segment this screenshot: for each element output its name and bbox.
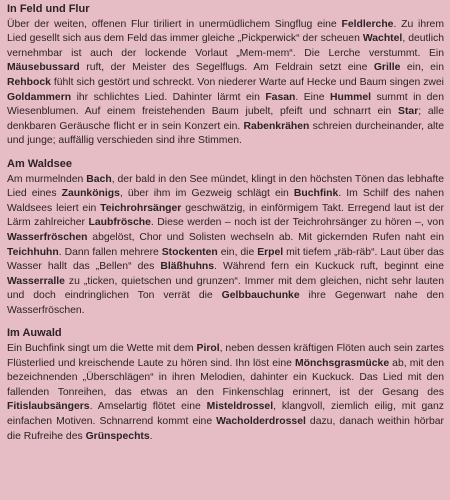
species-name: Wasserfröschen (7, 231, 88, 243)
section-heading: Am Waldsee (7, 157, 73, 170)
species-name: Feldlerche (341, 18, 394, 30)
species-name: Wasserralle (7, 275, 65, 287)
text-run: Am murmelnden (7, 173, 87, 185)
text-run: ; alle denkbaren Geräusche flicht er in sein Konzert ein. (7, 106, 445, 132)
species-name: Pirol (196, 343, 220, 355)
species-name: Bläßhuhns (160, 261, 215, 273)
section-im-auwald (7, 326, 444, 444)
text-run: . Diese werden – noch ist der Teichrohrsänger zu hören –, von (150, 217, 444, 229)
text-run: geschwätzig, in einförmigem Takt. Erregend laut ist der Lärm zahlreicher (7, 202, 444, 229)
species-name: Star (398, 106, 419, 118)
section-paragraph (7, 173, 444, 319)
species-name: Teichhuhn (7, 246, 59, 258)
species-name: Fasan (265, 91, 296, 103)
text-run: summt in den Wiesenblumen. Auf einem freistehenden Baum jubelt, pfeift und schnarrt ein (7, 91, 444, 118)
species-name: Hummel (329, 91, 371, 103)
section-heading: Im Auwald (7, 327, 62, 340)
text-run: , über ihm im Gezweig schlägt ein (119, 188, 294, 200)
species-name: Buchfink (293, 188, 339, 200)
text-run: , klangvoll, ziemlich eilig, mit ganz einfachen Motiven. Schnarrend kommt eine (7, 401, 444, 428)
text-run: schreien durcheinander, alte und junge; auffällig verschieden sind ihre Stimmen. (7, 120, 445, 147)
species-name: Erpel (257, 246, 284, 258)
text-run: ein, ein (400, 62, 444, 74)
text-run: fühlt sich gestört und schreckt. Von niederer Warte auf Hecke und Baum singen zwei (50, 76, 444, 88)
species-name: Bach (86, 173, 112, 185)
text-run: Über der weiten, offenen Flur tiriliert in unermüdlichem Singflug eine (7, 18, 342, 30)
section-feld-und-flur (7, 2, 444, 149)
text-run: zu „ticken, quietschen und grunzen“. Immer mit dem gleichen, nicht sehr lauten und doch eindringlichen Ton verrät die (7, 275, 444, 302)
species-name: Stockenten (161, 246, 218, 258)
text-run: , deutlich vernehmbar ist auch der lockende Vorlaut „Mem-mem“. Die Lerche verstummt. Ein (7, 33, 445, 59)
text-run: . (149, 430, 153, 442)
text-run: . Eine (295, 91, 330, 103)
section-paragraph (7, 342, 444, 444)
section-heading: In Feld und Flur (7, 3, 90, 15)
text-run: . Zu ihrem Lied gesellt sich aus dem Feld das immer gleiche „Pickperwick“ der scheuen (7, 18, 444, 45)
species-name: Misteldrossel (206, 401, 274, 413)
text-run: . Im Schilf des nahen Waldsees leiert ein (7, 188, 444, 214)
species-name: Zaunkönigs (61, 188, 120, 200)
species-name: Laubfrösche (88, 217, 151, 229)
species-name: Gelbbauchunke (221, 290, 300, 302)
text-run: . Während fern ein Kuckuck ruft, beginnt eine (214, 261, 444, 273)
text-run: dazu, danach weithin hörbar die Rufreihe des (7, 416, 444, 442)
text-run: ihr schlichtes Lied. Dahinter lärmt ein (71, 91, 266, 103)
text-run: , neben dessen kräftigen Flöten auch sein zartes Flüsterlied und kreischende Laute zu hören sind. Ihn löst eine (7, 343, 444, 369)
species-name: Mäusebussard (7, 62, 80, 74)
species-name: Grünspechts (85, 430, 150, 442)
text-run: ab, mit den bezeichnenden „Überschlägen“ in ihren Melodien, dahinter ein Kuckuck. Das Lied mit den fallenden Tonreihen, das etwas an den Finkenschlag erinnert, ist der Gesang des (7, 357, 444, 398)
text-run: ihre Gegenwart nahe den Wasserfröschen. (7, 290, 444, 316)
text-run: . Amselartig flötet eine (89, 401, 207, 413)
text-run: , der bald in den See mündet, klingt in den höchsten Tönen das lebhafte Lied eines (7, 173, 444, 200)
species-name: Teichrohrsänger (100, 202, 182, 214)
text-run: . Dann fallen mehrere (58, 246, 162, 258)
text-run: mit tiefem „räb-räb“. Laut über das Wasser hallt das „Bellen“ des (7, 246, 444, 273)
species-name: Rabenkrähen (243, 120, 310, 132)
species-name: Fitislaubsängers (7, 401, 90, 413)
section-am-waldsee (7, 157, 444, 319)
species-name: Mönchsgrasmücke (294, 357, 390, 369)
species-name: Rehbock (7, 76, 51, 88)
text-run: abgelöst, Chor und Solisten wechseln ab. Mit gickernden Rufen naht ein (87, 231, 444, 243)
species-name: Goldammern (7, 91, 72, 103)
section-paragraph (7, 18, 444, 149)
text-run: Ein Buchfink singt um die Wette mit dem (7, 343, 197, 355)
text-run: ruft, der Meister des Segelflugs. Am Feldrain setzt eine (79, 62, 374, 74)
text-run: ein, die (217, 246, 258, 258)
species-name: Wachtel (362, 33, 403, 45)
species-name: Wacholderdrossel (216, 416, 306, 428)
species-name: Grille (373, 62, 401, 74)
